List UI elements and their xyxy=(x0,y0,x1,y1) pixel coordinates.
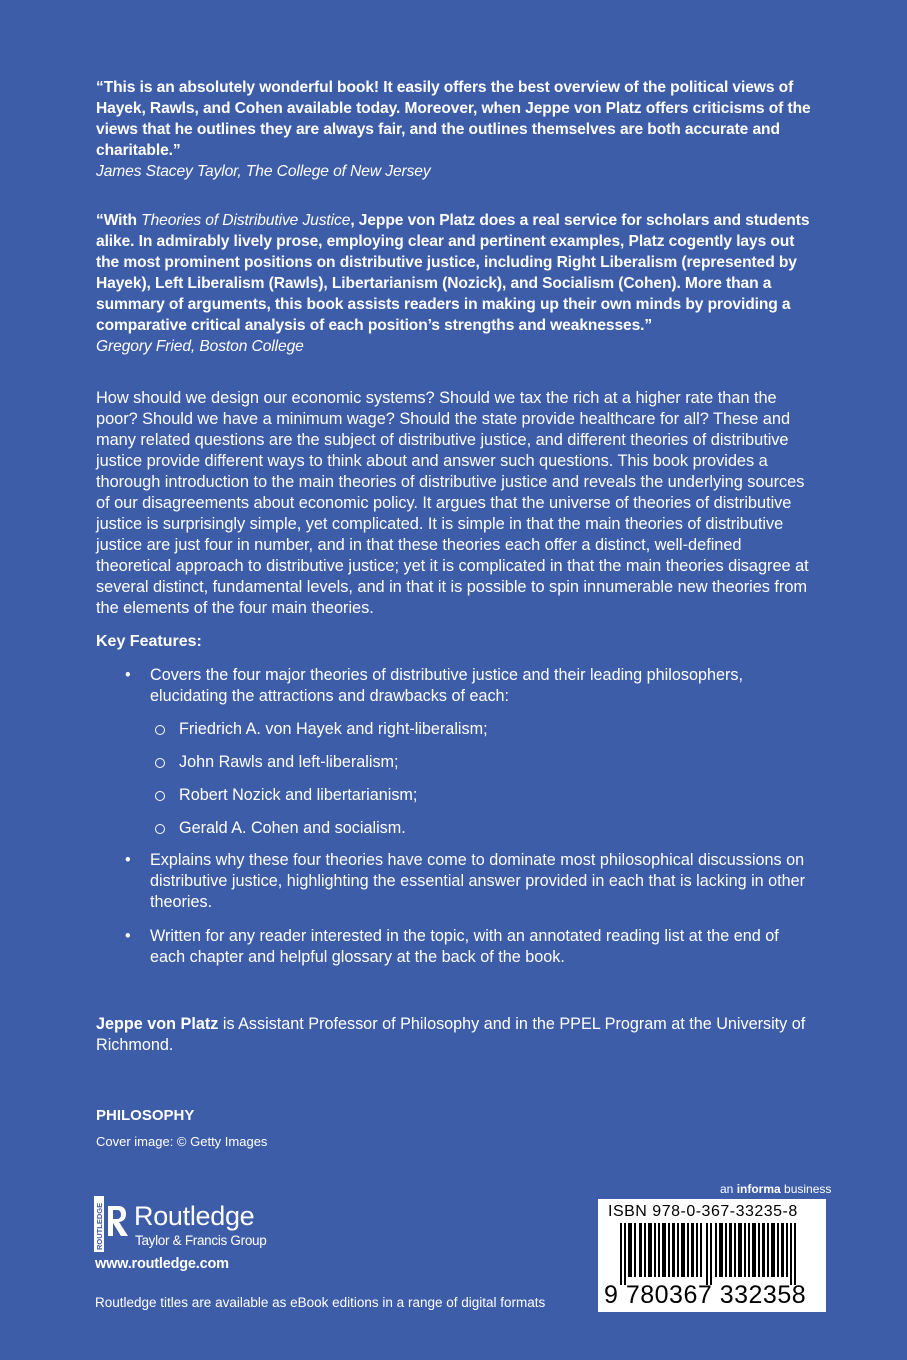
feature-text: Written for any reader interested in the topic, with an annotated reading list at the end of each chapter and helpful glossary at the back of the book. xyxy=(150,927,779,966)
informa-brand: informa xyxy=(736,1182,781,1196)
author-bio-text: is Assistant Professor of Philosophy and in the PPEL Program at the University of Richmond. xyxy=(96,1015,806,1054)
feature-text: Covers the four major theories of distributive justice and their leading philosophers, elucidating the attractions and drawbacks of each: xyxy=(150,666,743,705)
review-quote-2 xyxy=(96,210,816,357)
review-text-rest: , Jeppe von Platz does a real service for scholars and students alike. In admirably lively prose, employing clear and pertinent examples, Platz cogently lays out the most prominent positions on distributive justice, including Right Liberalism (represented by Hayek), Left Liberalism (Rawls), Libertarianism (Nozick), and Socialism (Cohen). More than a summary of arguments, this book assists readers in making up their own minds by providing a comparative critical analysis of each position’s strengths and weaknesses.” xyxy=(96,212,810,334)
isbn-barcode xyxy=(598,1199,826,1312)
key-features-heading: Key Features: xyxy=(96,633,202,650)
bullet-icon: • xyxy=(125,927,131,945)
cover-image-credit: Cover image: © Getty Images xyxy=(96,1134,268,1149)
sub-feature-text: Gerald A. Cohen and socialism. xyxy=(179,819,406,837)
sub-feature-item xyxy=(155,818,795,839)
sub-feature-text: Robert Nozick and libertarianism; xyxy=(179,786,418,804)
logo-vertical-text: ROUTLEDGE xyxy=(95,1202,104,1250)
routledge-logo-icon xyxy=(92,1196,132,1254)
publisher-url[interactable]: www.routledge.com xyxy=(95,1256,229,1272)
review-text: “This is an absolutely wonderful book! It easily offers the best overview of the political views of Hayek, Rawls, and Cohen available today. Moreover, when Jeppe von Platz offers criticisms of the views that he outlines they are always fair, and the outlines themselves are both accurate and charitable.” xyxy=(96,79,811,159)
bullet-icon: • xyxy=(125,666,131,684)
review-attribution: James Stacey Taylor, The College of New Jersey xyxy=(96,163,431,180)
feature-bullet xyxy=(125,665,815,707)
circle-bullet-icon xyxy=(155,824,165,834)
barcode-bars-icon xyxy=(598,1223,826,1285)
review-attribution: Gregory Fried, Boston College xyxy=(96,338,304,355)
author-name: Jeppe von Platz xyxy=(96,1015,219,1033)
subject-category: PHILOSOPHY xyxy=(96,1107,195,1124)
informa-prefix: an xyxy=(720,1182,737,1196)
circle-bullet-icon xyxy=(155,791,165,801)
publisher-group: Taylor & Francis Group xyxy=(135,1233,267,1248)
author-bio xyxy=(96,1014,816,1056)
bullet-icon: • xyxy=(125,851,131,869)
sub-feature-text: Friedrich A. von Hayek and right-liberalism; xyxy=(179,720,488,738)
sub-feature-item xyxy=(155,719,795,740)
barcode-digits: 9 780367 332358 xyxy=(604,1281,807,1309)
sub-feature-item xyxy=(155,785,795,806)
routledge-logo xyxy=(92,1196,132,1259)
book-title-italic: Theories of Distributive Justice xyxy=(141,212,351,229)
informa-business xyxy=(720,1182,831,1196)
circle-bullet-icon xyxy=(155,758,165,768)
publisher-name: Routledge xyxy=(134,1201,255,1231)
isbn-label: ISBN 978-0-367-33235-8 xyxy=(608,1203,798,1220)
feature-bullet xyxy=(125,926,815,968)
sub-feature-item xyxy=(155,752,795,773)
feature-bullet xyxy=(125,850,815,913)
feature-text: Explains why these four theories have come to dominate most philosophical discussions on distributive justice, highlighting the essential answer provided in each that is lacking in other theories. xyxy=(150,851,806,911)
book-description: How should we design our economic systems? Should we tax the rich at a higher rate than the poor? Should we have a minimum wage? Should the state provide healthcare for all? These and many related questions are the subject of distributive justice, and different theories of distributive justice provide different ways to think about and answer such questions. This book provides a thorough introduction to the main theories of distributive justice and reveals the underlying sources of our disagreements about economic policy. It argues that the universe of theories of distributive justice is surprisingly simple, yet complicated. It is simple in that the main theories of distributive justice are just four in number, and in that these theories each offer a distinct, well-defined theoretical approach to distributive justice; yet it is complicated in that the main theories disagree at several distinct, fundamental levels, and in that it is possible to spin innumerable new theories from the elements of the four main theories. xyxy=(96,389,809,617)
circle-bullet-icon xyxy=(155,725,165,735)
review-text-prefix: “With xyxy=(96,212,142,229)
sub-feature-text: John Rawls and left-liberalism; xyxy=(179,753,399,771)
informa-suffix: business xyxy=(780,1182,832,1196)
review-quote-1 xyxy=(96,77,816,182)
ebook-note: Routledge titles are available as eBook editions in a range of digital formats xyxy=(95,1295,546,1310)
